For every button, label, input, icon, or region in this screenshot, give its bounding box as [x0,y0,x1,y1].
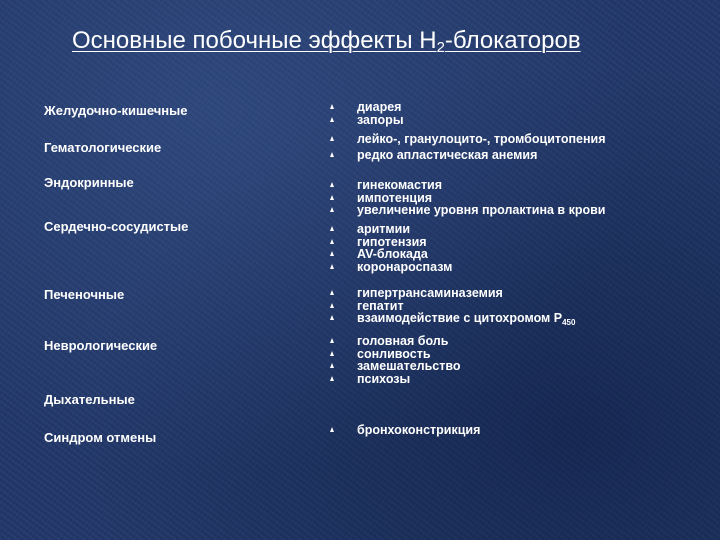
effect-item: редко апластическая анемия [330,149,710,162]
category-withdrawal: Синдром отмены [44,430,157,445]
effect-item: импотенция [330,192,710,205]
effects-gastrointestinal [330,101,710,126]
triangle-bullet-icon [330,315,334,320]
slide-title [72,26,692,56]
triangle-bullet-icon [330,251,334,256]
title-subscript: 2 [436,39,445,56]
effect-item: лейко-, гранулоцито-, тромбоцитопения [330,133,710,149]
category-hepatic: Печеночные [44,287,125,302]
effect-item: аритмии [330,223,710,236]
title-text: Основные побочные эффекты Н [72,27,437,54]
triangle-bullet-icon [330,363,334,368]
category-gastrointestinal: Желудочно-кишечные [44,103,188,118]
triangle-bullet-icon [330,226,334,231]
triangle-bullet-icon [330,104,334,109]
category-neurological: Неврологические [44,338,158,353]
effect-item: гипертрансаминаземия [330,287,710,300]
triangle-bullet-icon [330,207,334,212]
cytochrome-subscript: 450 [562,318,576,327]
triangle-bullet-icon [330,264,334,269]
effect-item: гипотензия [330,236,710,249]
effect-item: бронхоконстрикция [330,424,710,437]
triangle-bullet-icon [330,376,334,381]
effect-item: запоры [330,114,710,127]
triangle-bullet-icon [330,303,334,308]
triangle-bullet-icon [330,427,334,432]
category-endocrine: Эндокринные [44,175,134,190]
category-hematological: Гематологические [44,140,162,155]
effects-endocrine [330,179,710,217]
effect-item: диарея [330,101,710,114]
triangle-bullet-icon [330,351,334,356]
effects-neurological [330,335,710,385]
effect-item: увеличение уровня пролактина в крови [330,204,710,217]
effects-withdrawal [330,424,710,437]
effect-item: гепатит [330,300,710,313]
effect-item: сонливость [330,348,710,361]
triangle-bullet-icon [330,117,334,122]
effect-item: AV-блокада [330,248,710,261]
triangle-bullet-icon [330,239,334,244]
effects-hepatic [330,287,710,325]
category-respiratory: Дыхательные [44,392,135,407]
effect-item: головная боль [330,335,710,348]
effect-item: психозы [330,373,710,386]
effect-item: гинекомастия [330,179,710,192]
effect-item: коронароспазм [330,261,710,274]
triangle-bullet-icon [330,136,334,141]
category-cardiovascular: Сердечно-сосудистые [44,219,189,234]
effect-item: взаимодействие с цитохромом $Р_{450}$ [330,312,710,325]
triangle-bullet-icon [330,290,334,295]
effects-cardiovascular [330,223,710,273]
triangle-bullet-icon [330,338,334,343]
title-suffix: -блокаторов [444,27,581,54]
triangle-bullet-icon [330,182,334,187]
effect-item: замешательство [330,360,710,373]
effects-hematological [330,133,710,162]
triangle-bullet-icon [330,195,334,200]
triangle-bullet-icon [330,152,334,157]
